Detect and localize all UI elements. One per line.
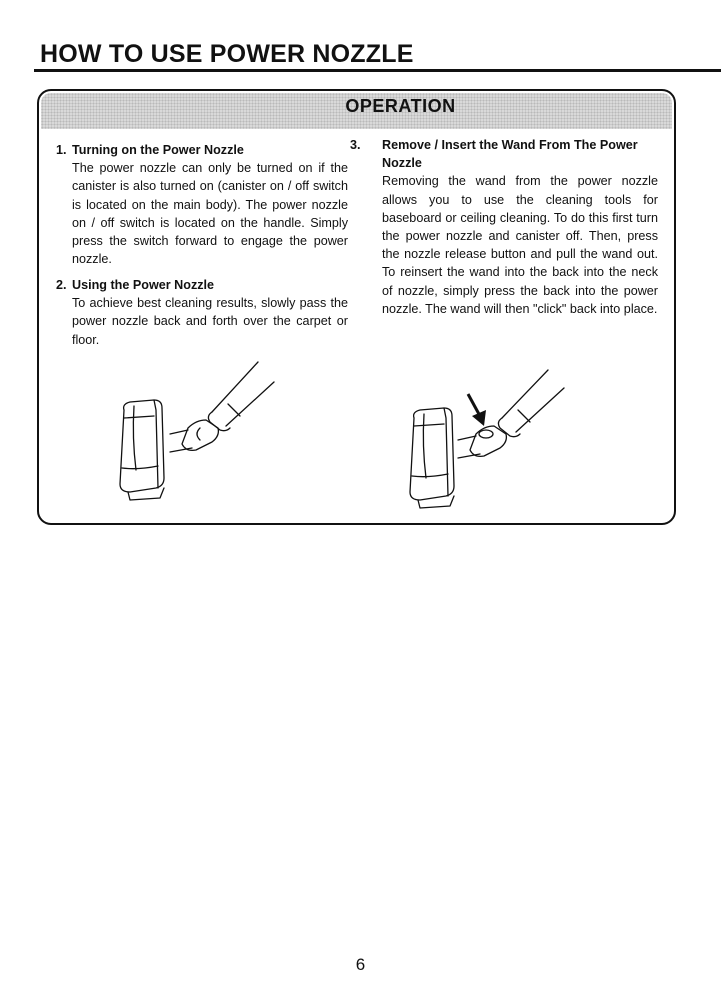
title-rule bbox=[34, 69, 721, 72]
section-1-title: Turning on the Power Nozzle bbox=[72, 143, 244, 157]
nozzle-release-illustration bbox=[398, 364, 578, 514]
section-2-body: To achieve best cleaning results, slowly pass the power nozzle back and forth over the carpet or floor. bbox=[72, 296, 348, 347]
section-1-number: 1. bbox=[56, 143, 67, 157]
page-number: 6 bbox=[355, 955, 366, 974]
section-2-number: 2. bbox=[56, 278, 67, 292]
section-3-number: 3. bbox=[350, 138, 361, 152]
section-1-body: The power nozzle can only be turned on if the canister is also turned on (canister on / off switch is located on the main body). The power nozzle on / off switch is located on the handle. Simply press the switch forward to engage the power nozzle. bbox=[72, 161, 348, 267]
section-2-title: Using the Power Nozzle bbox=[72, 278, 215, 292]
section-1-heading bbox=[56, 141, 348, 159]
section-3-heading bbox=[350, 136, 658, 172]
section-3-title: Remove / Insert the Wand From The Power Nozzle bbox=[382, 138, 638, 171]
panel-heading: OPERATION bbox=[345, 96, 456, 116]
section-3 bbox=[350, 136, 658, 318]
section-3-body: Removing the wand from the power nozzle allows you to use the cleaning tools for baseboard or ceiling cleaning. To do this first turn the power nozzle and canister off. Then, press the nozzle release button and pull the wand out. To reinsert the wand into the back into the neck of nozzle, simply press the back into the power nozzle. The wand will then "click" back into place. bbox=[382, 174, 658, 316]
section-2 bbox=[56, 276, 348, 349]
section-1 bbox=[56, 141, 348, 268]
power-nozzle-illustration bbox=[108, 358, 288, 508]
section-2-heading bbox=[56, 276, 348, 294]
release-arrow-icon bbox=[468, 394, 486, 426]
page-title: HOW TO USE POWER NOZZLE bbox=[40, 40, 414, 68]
